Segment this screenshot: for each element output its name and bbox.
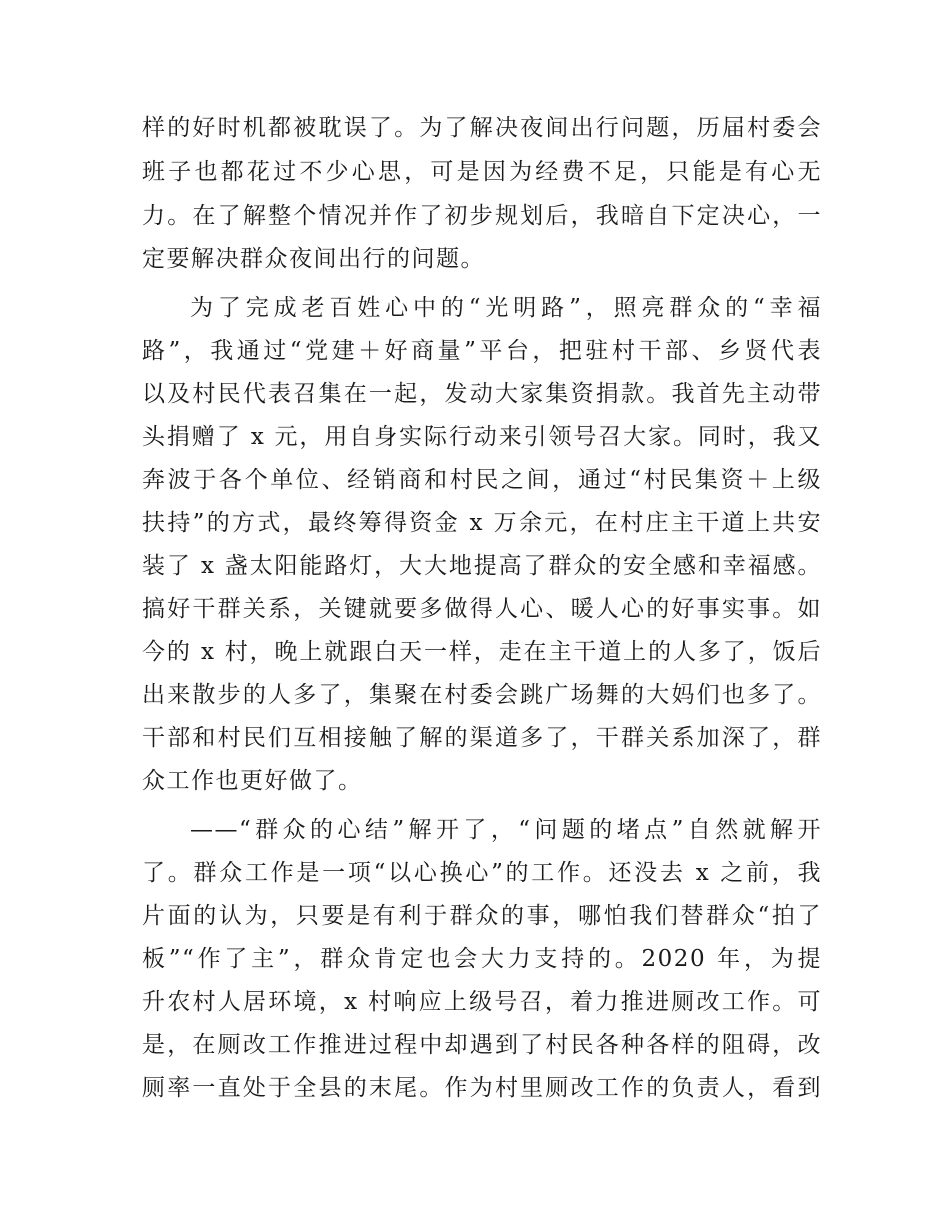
- text-line: 装了 x 盏太阳能路灯，大大地提高了群众的安全感和幸福感。: [142, 553, 822, 579]
- text-line: 今的 x 村，晚上就跟白天一样，走在主干道上的人多了，饭后: [142, 639, 822, 665]
- text-line: 升农村人居环境，x 村响应上级号召，着力推进厕改工作。可: [142, 989, 822, 1015]
- text-line: 路”，我通过“党建＋好商量”平台，把驻村干部、乡贤代表: [142, 338, 822, 364]
- text-line: 干部和村民们互相接触了解的渠道多了，干群关系加深了，群: [142, 725, 822, 751]
- text-line: 为了完成老百姓心中的“光明路”，照亮群众的“幸福: [190, 295, 822, 321]
- text-line: 板”“作了主”，群众肯定也会大力支持的。2020 年，为提: [142, 946, 822, 972]
- text-line: 班子也都花过不少心思，可是因为经费不足，只能是有心无: [142, 159, 822, 185]
- text-line: 众工作也更好做了。: [142, 768, 363, 794]
- text-line: 了。群众工作是一项“以心换心”的工作。还没去 x 之前，我: [142, 860, 822, 886]
- text-line: 搞好干群关系，关键就要多做得人心、暖人心的好事实事。如: [142, 596, 822, 622]
- text-line: 力。在了解整个情况并作了初步规划后，我暗自下定决心，一: [142, 203, 822, 229]
- text-line: 以及村民代表召集在一起，发动大家集资捐款。我首先主动带: [142, 381, 822, 407]
- text-line: 是，在厕改工作推进过程中却遇到了村民各种各样的阻碍，改: [142, 1032, 822, 1058]
- text-line: 定要解决群众夜间出行的问题。: [142, 246, 485, 272]
- text-line: 出来散步的人多了，集聚在村委会跳广场舞的大妈们也多了。: [142, 682, 822, 708]
- text-line: 头捐赠了 x 元，用自身实际行动来引领号召大家。同时，我又: [142, 424, 822, 450]
- text-line: 厕率一直处于全县的末尾。作为村里厕改工作的负责人，看到: [142, 1075, 822, 1101]
- text-line: ——“群众的心结”解开了，“问题的堵点”自然就解开: [190, 817, 822, 843]
- text-line: 奔波于各个单位、经销商和村民之间，通过“村民集资＋上级: [142, 467, 822, 493]
- text-line: 片面的认为，只要是有利于群众的事，哪怕我们替群众“拍了: [142, 903, 822, 929]
- text-line: 样的好时机都被耽误了。为了解决夜间出行问题，历届村委会: [142, 115, 822, 141]
- text-line: 扶持”的方式，最终筹得资金 x 万余元，在村庄主干道上共安: [142, 510, 822, 536]
